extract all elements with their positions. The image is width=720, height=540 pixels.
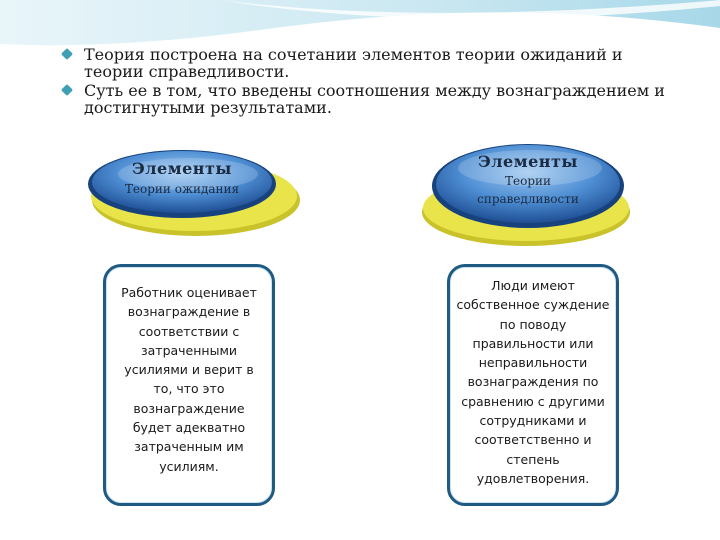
disc-title: Элементы bbox=[478, 152, 578, 171]
bullet-text: Теория построена на сочетании элементов теории ожиданий и bbox=[84, 45, 623, 64]
bullet-diamond-icon bbox=[61, 48, 73, 60]
bullet-item bbox=[62, 46, 702, 80]
card-text: Работник оценивает вознаграждение в соответствии с затраченными усилиями и верит в то, что это вознаграждение будет адекватно затраченным им усилиям. bbox=[121, 285, 257, 474]
bullet-text-continued: теории справедливости. bbox=[84, 62, 290, 81]
bullet-text-continued: достигнутыми результатами. bbox=[84, 98, 332, 117]
bullet-item bbox=[62, 82, 702, 116]
disc-title: Элементы bbox=[132, 159, 232, 178]
equity-theory-card bbox=[447, 264, 619, 506]
expectancy-theory-card bbox=[103, 264, 275, 506]
disc-subtitle: Теории справедливости bbox=[477, 174, 579, 206]
bullet-text: Суть ее в том, что введены соотношения между вознаграждением и bbox=[84, 81, 665, 100]
disc-subtitle: Теории ожидания bbox=[124, 182, 240, 196]
card-text: Люди имеют собственное суждение по поводу правильности или неправильности вознаграждения по сравнению с другими сотрудниками и соответственно и степень удовлетворения. bbox=[456, 278, 610, 486]
bullet-list bbox=[62, 46, 702, 118]
equity-theory-disc bbox=[418, 138, 642, 248]
expectancy-theory-disc bbox=[78, 140, 302, 240]
bullet-diamond-icon bbox=[61, 84, 73, 96]
